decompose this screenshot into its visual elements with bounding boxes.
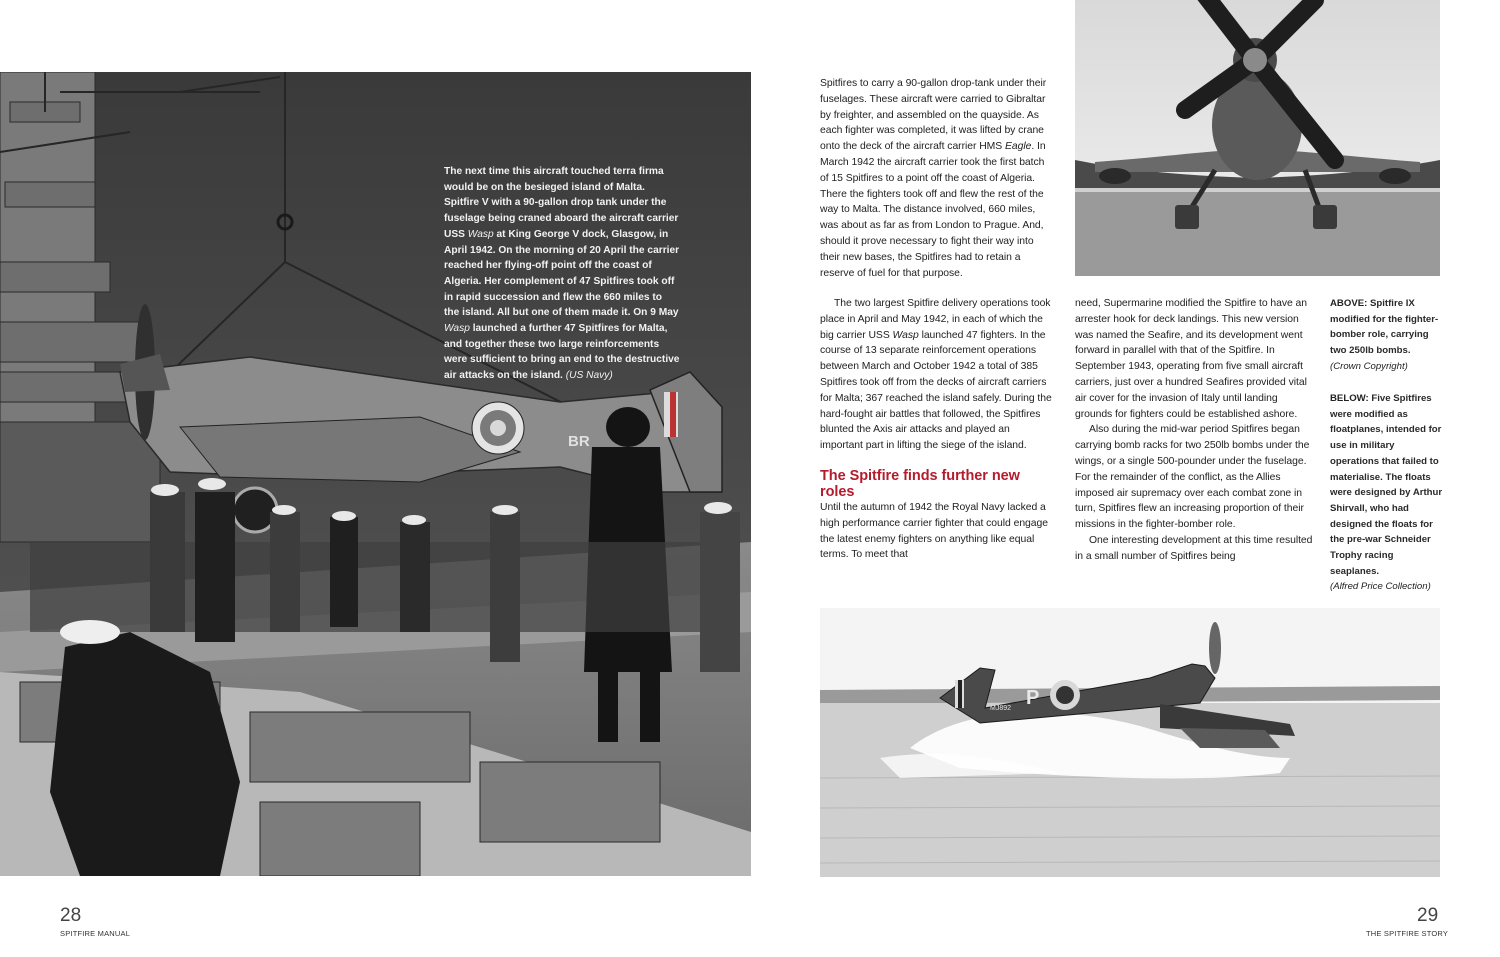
body-text-column-b [1075,296,1313,565]
body-paragraph: Also during the mid-war period Spitfires began carrying bomb racks for two 250lb bombs under the wings, or a single 500-pounder under the fuselage. For the remainder of the conflict, as the Allies imposed air supremacy over each combat zone in turn, Spitfires flew an increasing proportion of their missions in the fighter-bomber role. [1075,424,1310,531]
spitfire-floatplane-illustration [820,608,1440,877]
ship-name: Wasp [444,323,470,335]
photo-credit: (US Navy) [565,370,613,382]
left-photo-caption [444,164,680,384]
spitfire-ix-illustration [1075,0,1440,276]
page-number-right: 29 [1417,905,1439,926]
caption-label: BELOW: [1330,393,1369,404]
carrier-deck-photo [0,72,751,876]
running-title-left: SPITFIRE MANUAL [60,929,131,938]
ship-name: Wasp [892,329,919,341]
ship-name: Eagle [1005,141,1032,153]
ship-name: Wasp [467,228,494,240]
spitfire-floatplane-photo [820,608,1440,877]
aircraft-serial-marking: MJ892 [990,705,1012,712]
paragraph-text: Spitfires to carry a 90-gallon drop-tank under their fuselages. These aircraft were carried to Gibraltar by freighter, and assembled on the quayside. As each fighter was completed, it was lifted by crane onto the deck of the aircraft carrier HMS [820,78,1047,153]
photo-credit: (Alfred Price Collection) [1330,581,1431,593]
spitfire-ix-photo [1075,0,1440,276]
body-paragraph [820,296,1052,454]
paragraph-text: . In March 1942 the aircraft carrier took the first batch of 15 Spitfires to a point off the coast of Algeria. There the fighters took off and flew the rest of the way to Malta. The distance involved, 660 miles, was about as far as from London to Prague. And, should it prove necessary to fight their way into their new bases, the Spitfires had to retain a reserve of fuel for that purpose. [820,141,1046,279]
caption-text: Five Spitfires were modified as floatplanes, intended for use in military operations that failed to materialise. The floats were designed by Arthur Shirvall, who had designed the floats for the pre-war Schneider Trophy racing seaplanes. [1330,393,1443,577]
body-text-column-a-top [820,76,1052,281]
body-paragraph: One interesting development at this time resulted in a small number of Spitfires being [1075,534,1313,562]
caption-above [1330,296,1445,375]
body-paragraph: Until the autumn of 1942 the Royal Navy lacked a high performance carrier fighter that could engage the latest enemy fighters on anything like equal terms. To meet that [820,501,1048,561]
body-paragraph: need, Supermarine modified the Spitfire to have an arrester hook for deck landings. This new version was named the Seafire, and its development went forward in parallel with that of the Spitfire. In September 1943, operating from five small aircraft carriers, just over a hundred Seafires provided vital air cover for the invasion of Italy until landing grounds for fighters could be established ashore. [1075,298,1308,420]
caption-text-segment: at King George V dock, Glasgow, in April 1942. On the morning of 20 April the carrier reached her flying-off point off the coast of Algeria. Her complement of 47 Spitfires took off in rapid succession and flew the 660 miles to the island. All but one of them made it. On 9 May [444,228,680,319]
caption-below [1330,391,1445,595]
running-title-right: THE SPITFIRE STORY [1366,929,1449,938]
photo-credit: (Crown Copyright) [1330,360,1408,372]
section-heading: The Spitfire finds further new roles [820,467,1020,500]
caption-label: ABOVE: [1330,298,1368,309]
aircraft-code-letter: P [1026,687,1040,709]
aircraft-serial-marking: BR [568,433,590,450]
body-paragraph [820,76,1052,281]
caption-text-segment: launched a further 47 Spitfires for Malta, and together these two large reinforcements were sufficient to bring an end to the destructive air attacks on the island. [444,323,680,382]
paragraph-text: launched 47 fighters. In the course of 13 separate reinforcement operations between March and October 1942 a total of 385 Spitfires took off from the decks of aircraft carriers for Malta; 367 reached the island safely. During the hard-fought air battles that followed, the Spitfires blunted the Axis air attacks and played an important part in lifting the siege of the island. [820,329,1052,452]
caption-text: Spitfire IX modified for the fighter-bomber role, carrying two 250lb bombs. [1330,298,1439,357]
page-number-left: 28 [60,905,82,926]
caption-text-segment: The next time this aircraft touched terra firma would be on the besieged island of Malta. Spitfire V with a 90-gallon drop tank under the fuselage being craned aboard the aircraft carrier USS [444,166,679,240]
body-text-column-a-bottom [820,296,1052,563]
paragraph-text: The two largest Spitfire delivery operations took place in April and May 1942, in each of which the big carrier USS [820,298,1051,341]
